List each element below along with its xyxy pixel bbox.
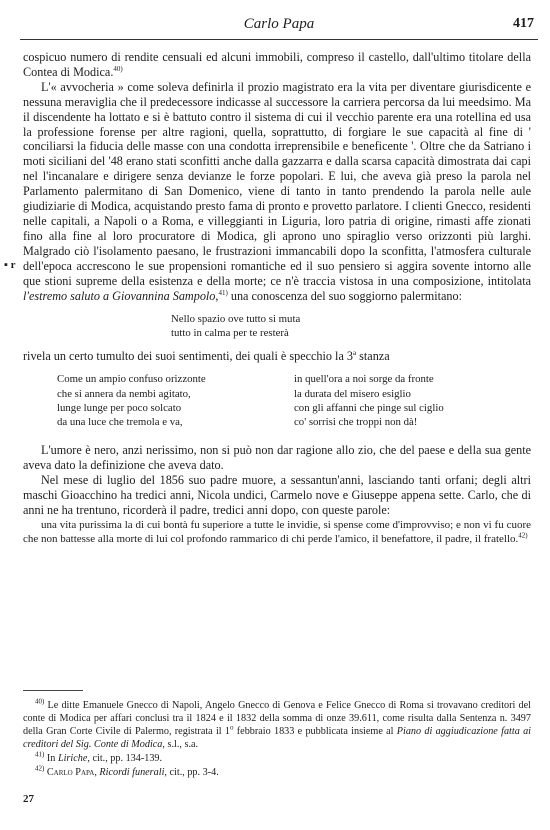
paragraph-5: Nel mese di luglio del 1856 suo padre muore, a sessantun'anni, lasciando tanti orfani; degli altri maschi Gioacchino ha tredici anni, Nicola undici, Carmelo nove e Giuseppe appena sette. Carlo, che di anni ne ha trentuno, ricorderà il padre, tredici anni dopo, con queste parole: (23, 472, 531, 517)
paragraph-1: cospicuo numero di rendite censuali ed alcuni immobili, compreso il castello, dall'ultimo titolare della Contea di Modica.$^{40)}$ (23, 50, 531, 79)
verse-quote-1 (23, 312, 531, 340)
paragraph-2: L'« avvocheria » come soleva definirla il prozio magistrato era la vita per diventare giurisdicente e nessuna meraviglia che il predecessore indicasse al successore la carriera percorsa da lui meedsimo. Ma il discendente ha lottato e si è battuto contro il sistema di cui il vecchio parente era una rotellina ed usa la professione forense per altre ragioni, quella, soprattutto, di forgiare le sue capacità al fine di ' conciliarsi la fiducia delle masse con una condotta irreprensibile e beneficente '. Oltre che da Satriano i moti siciliani del '48 erano stati sconfitti anche dalla gazzarra e dalla scarsa capacità dimostrata dai capi nel l'incanalare e dirigere senza devianze le forze popolari. E lui, che aveva già preso la parola nel Parlamento palermitano di San Domenico, viene di tanto in tanto prendendo la parola nelle aule giudiziarie di Modica, acquistando presto fama di pronto e provetto parlatore. I clienti Gnecco, residenti nelle capitali, a Napoli o a Roma, e villeggianti in Liguria, loro patria di origine, rimasti affe zionati fino alla fine al loro procuratore di Modica, gli aprono uno spiraglio verso orizzonti più larghi. Malgrado ciò l'isolamento paesano, le frustrazioni immancabili dopo la sconfitta, l'atmosfera culturale dell'epoca accrescono le sue propensioni romantiche ed il suo pensiero si aggira sovente intorno alle que stioni supreme della esistenza e della morte; ce n'è traccia vistosa in una composizione, intitolata l'estremo saluto a Giovannina Sampolo,$^{41)}$ una conoscenza del suo soggiorno palermitano: (23, 79, 531, 303)
paragraph-4: L'umore è nero, anzi nerissimo, non si può non dar ragione allo zio, che del paese e della sua gente aveva dato la definizione che aveva dato. (23, 443, 531, 473)
footnote-41: $^{41)}$ In Liriche, cit., pp. 134-139. (35, 750, 163, 764)
verse-line: con gli affanni che pinge sul ciglio (294, 401, 444, 414)
footnote-42: $^{42)}$ Carlo Papa, Ricordi funerali, cit., pp. 3-4. (35, 764, 219, 778)
verse-line: lunge lunge per poco solcato (57, 401, 182, 414)
page-number: 417 (513, 16, 534, 31)
signature-mark: 27 (23, 793, 34, 805)
verse-quote-2 (57, 372, 531, 429)
footnote-40: $^{40)}$ Le ditte Emanuele Gnecco di Napoli, Angelo Gnecco di Genova e Felice Gnecco di Roma si trovavano creditori del conte di Modica per affari conclusi tra il 1824 e il 1832 della somma di onze 39.611, come risulta dalla Sentenza n. 3497 della Gran Corte Civile di Palermo, registrata il 1$^o$ febbraio 1833 e pubblicata insieme al Piano di aggiudicazione fatta ai creditori del Sig. Conte di Modica, s.l., s.a. (23, 697, 531, 750)
verse-line: in quell'ora a noi sorge da fronte (294, 373, 434, 386)
margin-mark: ▪ r (4, 259, 16, 271)
paragraph-3: rivela un certo tumulto dei suoi sentimenti, dei quali è specchio la 3$^a$ stanza (23, 349, 390, 364)
running-header (20, 16, 538, 38)
verse-line: Come un ampio confuso orizzonte (57, 373, 206, 386)
main-text (23, 50, 531, 546)
running-title: Carlo Papa (243, 16, 315, 32)
verse-line: tutto in calma per te resterà (171, 327, 289, 340)
verse-column-left (57, 372, 294, 429)
footnotes (23, 699, 531, 780)
verse-column-right (294, 372, 531, 429)
verse-line: che si annera da nembi agitato, (57, 387, 191, 400)
verse-line: la durata del misero esiglio (294, 387, 411, 400)
verse-line: co' sorrisi che troppi non dà! (294, 415, 418, 428)
footnote-rule (23, 690, 83, 691)
header-rule (20, 39, 538, 40)
verse-line: Nello spazio ove tutto si muta (171, 313, 301, 326)
verse-line: da una luce che tremola e va, (57, 415, 183, 428)
block-quote: una vita purissima la di cui bontà fu superiore a tutte le invidie, si spense come d'improvviso; e non vi fu cuore che non battesse alla morte di lui col profondo rammarico di chi perde l'amico, il benefattore, il padre, il fratello.$^{42)}$ (23, 518, 531, 545)
